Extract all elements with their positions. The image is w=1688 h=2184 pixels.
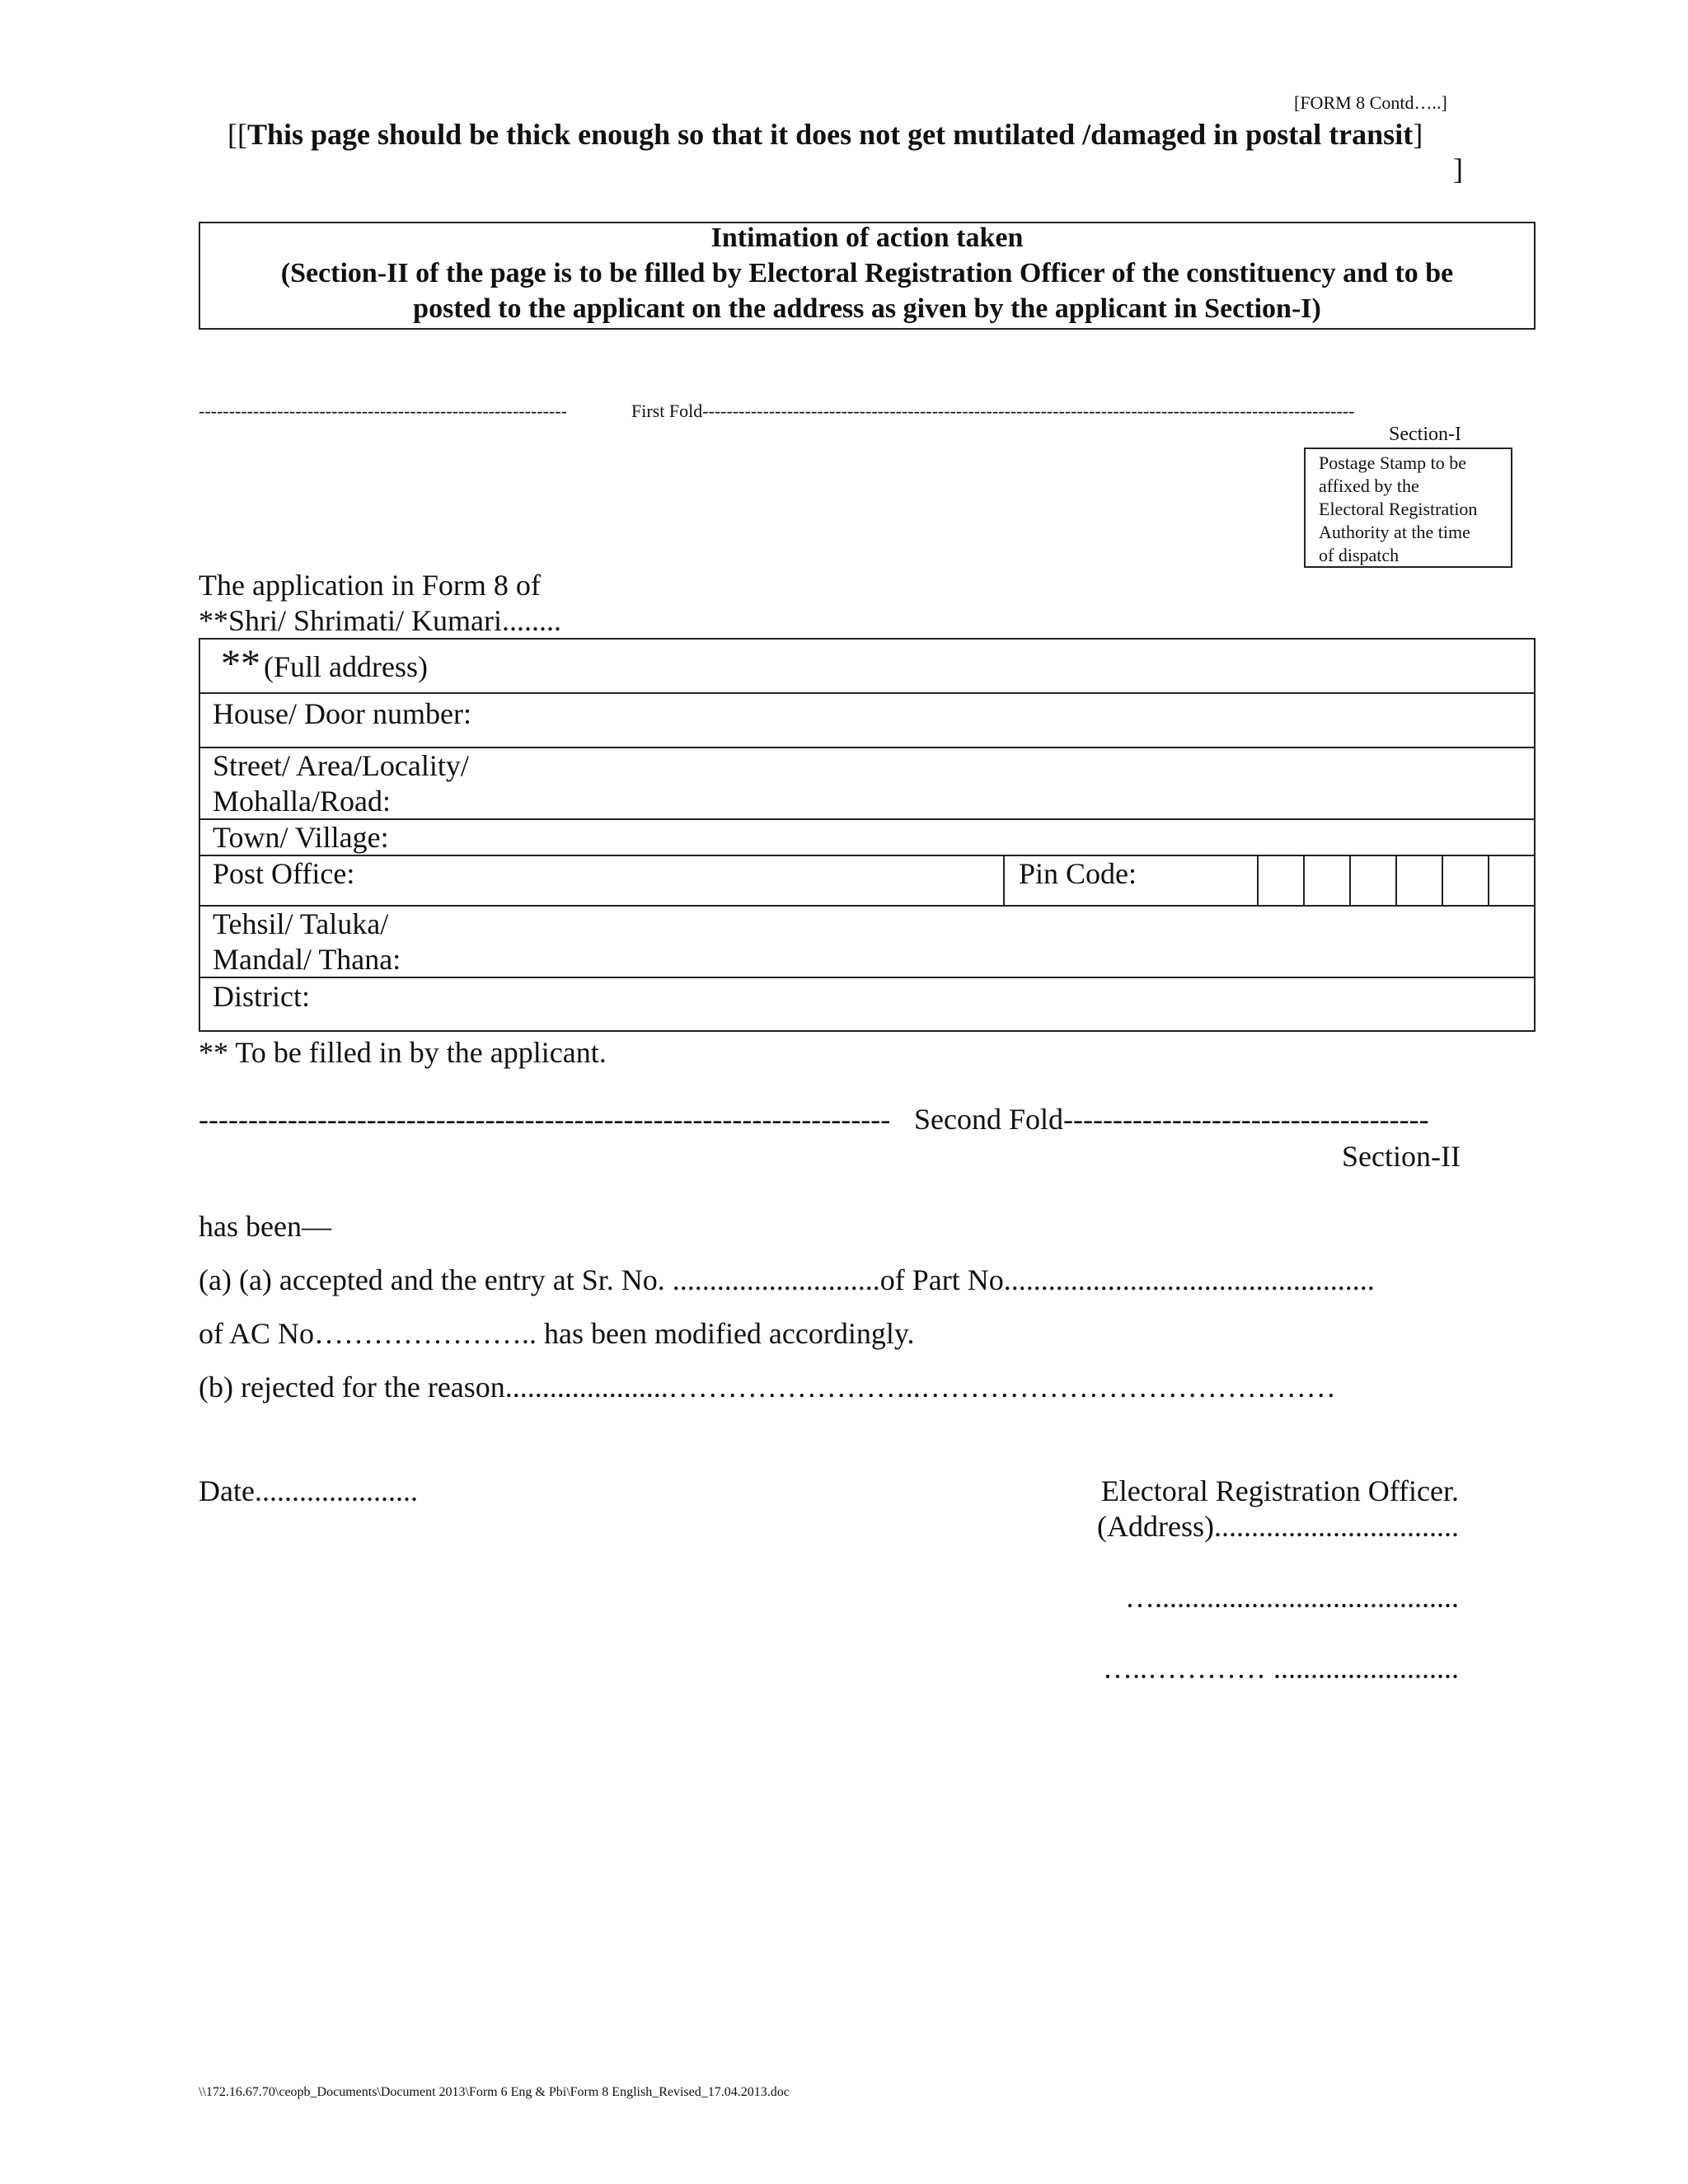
district-field[interactable]: District: <box>213 980 310 1013</box>
postal-note-trailing-bracket: ] <box>1453 152 1463 185</box>
house-number-field[interactable]: House/ Door number: <box>213 697 471 730</box>
first-fold-right-dashes: ------------------------------------------------------------------------------------------------------------ <box>702 401 1355 421</box>
post-office-field[interactable]: Post Office: <box>213 857 355 890</box>
title-instruction-line-2: posted to the applicant on the address as given by the applicant in Section-I) <box>413 293 1321 324</box>
full-address-stars: ** <box>221 642 260 686</box>
ac-number-line: of AC No………………….. has been modified accordingly. <box>199 1317 915 1350</box>
postage-stamp-box <box>1304 448 1512 568</box>
full-address-header <box>221 641 428 687</box>
second-fold-label: Second Fold <box>914 1103 1064 1136</box>
first-fold-label: First Fold <box>631 401 703 421</box>
stamp-line-4: Authority at the time <box>1319 522 1470 542</box>
pin-box-divider <box>1442 855 1443 905</box>
second-fold-left-dashes: ---------------------------------------------------------------------- <box>199 1103 891 1136</box>
pin-box-divider <box>1303 855 1305 905</box>
title: Intimation of action taken <box>710 223 1024 253</box>
postal-note-open-bracket: [[ <box>227 118 247 151</box>
first-fold-line <box>199 401 1460 422</box>
stamp-line-1: Postage Stamp to be <box>1319 452 1467 473</box>
tehsil-field-line-1[interactable]: Tehsil/ Taluka/ <box>213 907 389 940</box>
stamp-line-3: Electoral Registration <box>1319 499 1478 519</box>
pin-code-label: Pin Code: <box>1019 857 1137 890</box>
pin-box-divider <box>1257 855 1259 905</box>
officer-address-line-3: …..………… ......................... <box>1103 1652 1459 1685</box>
officer-address: (Address)................................. <box>1097 1510 1459 1543</box>
section-i-label: Section-I <box>1389 424 1461 445</box>
officer-title: Electoral Registration Officer. <box>1100 1474 1459 1507</box>
pin-box-divider <box>1488 855 1489 905</box>
full-address-label: (Full address) <box>264 650 428 683</box>
stamp-line-5: of dispatch <box>1319 545 1400 565</box>
first-fold-left-dashes: ------------------------------------------------------------- <box>199 401 567 421</box>
address-row-divider <box>199 818 1536 820</box>
applicant-name-line: **Shri/ Shrimati/ Kumari........ <box>199 604 561 637</box>
applicant-note: ** To be filled in by the applicant. <box>199 1036 607 1069</box>
address-row-divider <box>199 905 1536 907</box>
street-field-line-2: Mohalla/Road: <box>213 785 391 818</box>
postal-note-text: This page should be thick enough so that it does not get mutilated /damaged in postal transit <box>246 118 1414 151</box>
postal-note <box>227 117 1423 152</box>
street-field-line-1[interactable]: Street/ Area/Locality/ <box>213 749 469 782</box>
application-line-1: The application in Form 8 of <box>199 569 541 602</box>
second-fold-right-dashes: ------------------------------------- <box>1063 1103 1429 1136</box>
date-field: Date...................... <box>199 1474 418 1507</box>
second-fold-line <box>199 1102 1460 1137</box>
pin-box-divider <box>1395 855 1397 905</box>
pin-box-divider <box>1349 855 1351 905</box>
title-instruction-line-1: (Section-II of the page is to be filled by Electoral Registration Officer of the constituency and to be <box>280 258 1454 288</box>
officer-signature-block <box>1097 1474 1459 1685</box>
officer-address-line-2: …......................................... <box>1125 1581 1459 1614</box>
tehsil-field-line-2: Mandal/ Thana: <box>213 943 401 976</box>
form-reference: [FORM 8 Contd…..] <box>1294 92 1447 113</box>
document-file-path: \\172.16.67.70\ceopb_Documents\Document 2013\Form 6 Eng & Pbi\Form 8 English_Revised_17.04.2013.doc <box>199 2085 790 2099</box>
section-ii-label: Section-II <box>1342 1140 1461 1173</box>
postal-note-close-bracket: ] <box>1413 118 1423 151</box>
town-field[interactable]: Town/ Village: <box>213 821 389 854</box>
rejected-line: (b) rejected for the reason......................……………………..…………………………………… <box>199 1371 1336 1404</box>
title-box <box>199 222 1536 330</box>
address-row-divider <box>199 855 1536 856</box>
stamp-line-2: affixed by the <box>1319 476 1419 496</box>
address-row-divider <box>199 977 1536 978</box>
address-row-divider <box>199 692 1536 694</box>
has-been-label: has been— <box>199 1210 331 1243</box>
accepted-line: (a) (a) accepted and the entry at Sr. No. ............................of Part No.................................................. <box>199 1263 1375 1296</box>
post-office-divider <box>1003 855 1005 905</box>
